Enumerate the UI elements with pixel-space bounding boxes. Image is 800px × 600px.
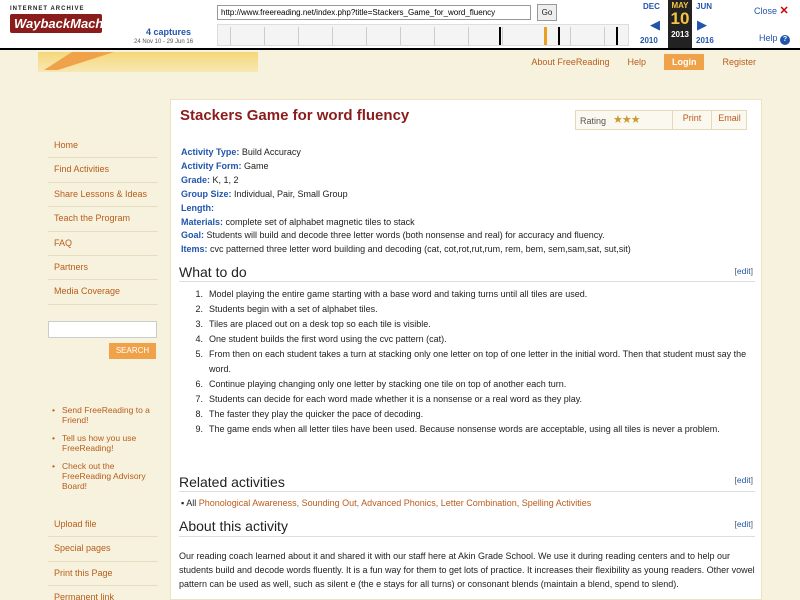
meta-key: Activity Form: bbox=[181, 160, 242, 171]
meta-key: Items: bbox=[181, 244, 208, 255]
list-item bbox=[191, 317, 751, 332]
meta-value: Build Accuracy bbox=[239, 147, 301, 157]
meta-value: cvc patterned three letter word building and decoding (cat, cot,rot,rut,rum, rem, bem, sem,sam,sat, sut,sit) bbox=[207, 244, 631, 255]
meta-row bbox=[181, 202, 741, 216]
sidebar-item-permanent-link[interactable]: Permanent link bbox=[48, 586, 158, 600]
sidebar-nav bbox=[48, 134, 158, 305]
close-icon: ✕ bbox=[779, 5, 789, 17]
bullet-icon: ▪ bbox=[181, 498, 187, 508]
meta-row bbox=[181, 229, 741, 243]
current-capture-date bbox=[668, 0, 692, 48]
current-month: MAY bbox=[671, 1, 689, 10]
meta-key: Activity Type: bbox=[181, 147, 240, 157]
list-item bbox=[191, 287, 751, 302]
wayback-timeline[interactable] bbox=[217, 24, 629, 46]
main-content bbox=[170, 99, 762, 600]
next-month[interactable]: JUN bbox=[696, 2, 713, 11]
tell-us-link[interactable] bbox=[52, 433, 152, 453]
timeline-tick bbox=[332, 27, 333, 45]
wayback-logo-top: INTERNET ARCHIVE bbox=[10, 6, 85, 12]
activity-metadata bbox=[181, 146, 741, 257]
wayback-capture-range: 24 Nov 10 - 29 Jun 16 bbox=[134, 39, 194, 45]
step-text: One student builds the first word using the cvc pattern (cat). bbox=[209, 334, 447, 344]
page-title: Stackers Game for word fluency bbox=[180, 107, 410, 124]
advisory-board-link[interactable] bbox=[52, 461, 152, 491]
meta-value: complete set of alphabet magnetic tiles to stack bbox=[223, 216, 415, 227]
bracket: ] bbox=[750, 266, 753, 276]
timeline-capture[interactable] bbox=[499, 27, 501, 45]
list-item bbox=[191, 392, 751, 407]
sidebar-item-print-page[interactable]: Print this Page bbox=[48, 562, 158, 586]
sidebar-item-special-pages[interactable]: Special pages bbox=[48, 537, 158, 561]
search-input[interactable] bbox=[48, 321, 157, 338]
steps-list bbox=[191, 287, 751, 437]
step-number: 1. bbox=[195, 289, 203, 299]
wayback-close-button[interactable] bbox=[754, 4, 789, 17]
timeline-tick bbox=[366, 27, 367, 45]
nav-register[interactable]: Register bbox=[722, 57, 756, 67]
wayback-help-button[interactable] bbox=[759, 33, 790, 45]
sidebar-item-upload-file[interactable]: Upload file bbox=[48, 513, 158, 537]
send-to-friend-label: Send FreeReading to a Friend! bbox=[62, 405, 150, 425]
meta-row bbox=[181, 160, 741, 174]
meta-value: Game bbox=[241, 160, 269, 171]
meta-key: Length: bbox=[181, 202, 214, 213]
help-label: Help bbox=[759, 33, 778, 43]
meta-row bbox=[181, 174, 741, 188]
next-capture-arrow-icon[interactable]: ▶ bbox=[697, 17, 707, 32]
step-number: 2. bbox=[195, 304, 203, 314]
timeline-tick bbox=[604, 27, 605, 45]
step-number: 4. bbox=[195, 334, 203, 344]
wayback-logo[interactable] bbox=[10, 6, 123, 42]
rating-toolbar bbox=[575, 110, 747, 130]
meta-row bbox=[181, 188, 741, 202]
wayback-logo-main: WaybackMachine bbox=[10, 14, 102, 33]
timeline-tick bbox=[230, 27, 231, 45]
edit-label: edit bbox=[736, 475, 751, 485]
meta-row bbox=[181, 146, 741, 160]
prev-month[interactable]: DEC bbox=[643, 2, 660, 11]
timeline-tick bbox=[468, 27, 469, 45]
related-all-label: All bbox=[186, 498, 197, 508]
timeline-capture-current[interactable] bbox=[544, 27, 547, 45]
current-day: 10 bbox=[670, 9, 690, 28]
close-label: Close bbox=[754, 6, 778, 16]
bracket: [ bbox=[734, 266, 737, 276]
section-divider bbox=[179, 491, 755, 492]
edit-label: edit bbox=[736, 519, 751, 529]
timeline-capture[interactable] bbox=[558, 27, 560, 45]
step-text: Model playing the entire game starting with a base word and taking turns until all tiles are used. bbox=[209, 289, 588, 299]
timeline-capture[interactable] bbox=[616, 27, 618, 45]
timeline-tick bbox=[434, 27, 435, 45]
related-activity-links[interactable]: Phonological Awareness, Sounding Out, Advanced Phonics, Letter Combination, Spelling Activities bbox=[198, 498, 592, 508]
wayback-go-button[interactable]: Go bbox=[537, 4, 557, 21]
step-text: The faster they play the quicker the pace of decoding. bbox=[209, 409, 424, 419]
step-text: Continue playing changing only one letter by stacking one tile on top of another each turn. bbox=[209, 379, 567, 389]
related-activities-heading: Related activities bbox=[179, 474, 285, 490]
meta-key: Goal: bbox=[181, 230, 205, 241]
list-item bbox=[191, 302, 751, 317]
timeline-tick bbox=[298, 27, 299, 45]
advisory-board-label: Check out the FreeReading Advisory Board! bbox=[62, 461, 146, 491]
about-activity-text: Our reading coach learned about it and shared it with our staff here at Akin Grade School. We use it during reading centers and to help our students build and decode words fluently. It is a fun way for them to get lots of practice. It increases their flexibility as young readers. Other vowel pattern can be used as well, such as silent e (the e stays for all turns) or consonant blends (maintain a blend, spend to slend). bbox=[179, 551, 755, 589]
wayback-url-input[interactable] bbox=[217, 5, 531, 20]
bracket: ] bbox=[750, 475, 753, 485]
section-divider bbox=[179, 281, 755, 282]
sidebar-item-faq[interactable]: FAQ bbox=[48, 232, 158, 256]
step-number: 6. bbox=[195, 379, 203, 389]
step-text: Tiles are placed out on a desk top so each tile is visible. bbox=[209, 319, 431, 329]
print-button[interactable]: Print bbox=[672, 110, 711, 130]
step-number: 3. bbox=[195, 319, 203, 329]
meta-key: Grade: bbox=[181, 174, 211, 185]
top-navigation bbox=[513, 54, 756, 70]
meta-value: K, 1, 2 bbox=[210, 174, 239, 185]
bullet-icon: • bbox=[52, 461, 55, 471]
nav-about[interactable]: About FreeReading bbox=[531, 57, 610, 67]
step-number: 9. bbox=[195, 424, 203, 434]
meta-row bbox=[181, 216, 741, 230]
next-year[interactable]: 2016 bbox=[696, 36, 714, 45]
about-activity-heading: About this activity bbox=[179, 518, 288, 534]
step-number: 8. bbox=[195, 409, 203, 419]
timeline-tick bbox=[264, 27, 265, 45]
meta-row bbox=[181, 243, 741, 257]
step-text: From then on each student takes a turn at stacking only one letter on top of one letter in the initial word. Then that student must say the word. bbox=[209, 349, 747, 374]
sidebar-item-home[interactable]: Home bbox=[48, 134, 158, 158]
sidebar-item-media-coverage[interactable]: Media Coverage bbox=[48, 280, 158, 304]
nav-help[interactable]: Help bbox=[627, 57, 646, 67]
timeline-tick bbox=[400, 27, 401, 45]
timeline-tick bbox=[502, 27, 503, 45]
meta-value: Students will build and decode three letter words (both nonsense and real) for accuracy and fluency. bbox=[204, 230, 605, 241]
step-text: The game ends when all letter tiles have been used. Because nonsense words are acceptable, using all tiles is never a problem. bbox=[209, 424, 720, 434]
bracket: [ bbox=[734, 519, 737, 529]
timeline-tick bbox=[570, 27, 571, 45]
wayback-month-nav bbox=[640, 0, 720, 48]
edit-label: edit bbox=[736, 266, 751, 276]
sidebar-item-teach-program[interactable]: Teach the Program bbox=[48, 207, 158, 231]
prev-year[interactable]: 2010 bbox=[640, 36, 658, 45]
what-to-do-edit-link[interactable] bbox=[735, 266, 753, 276]
related-links bbox=[181, 498, 591, 508]
list-item bbox=[191, 377, 751, 392]
search-button[interactable]: SEARCH bbox=[109, 343, 156, 359]
bullet-icon: • bbox=[52, 405, 55, 415]
sidebar-tools bbox=[48, 513, 158, 600]
tell-us-label: Tell us how you use FreeReading! bbox=[62, 433, 137, 453]
bracket: [ bbox=[734, 475, 737, 485]
list-item bbox=[191, 347, 751, 377]
rating-label: Rating bbox=[580, 116, 607, 126]
list-item bbox=[191, 422, 751, 437]
step-text: Students can decide for each word made whether it is a nonsense or a real word as they play. bbox=[209, 394, 583, 404]
current-year: 2013 bbox=[671, 30, 689, 39]
email-button[interactable]: Email bbox=[711, 110, 747, 130]
wayback-captures-link[interactable]: 4 captures bbox=[146, 27, 192, 37]
prev-capture-arrow-icon[interactable]: ◀ bbox=[650, 17, 660, 32]
step-text: Students begin with a set of alphabet tiles. bbox=[209, 304, 378, 314]
what-to-do-heading: What to do bbox=[179, 264, 247, 280]
section-divider bbox=[179, 536, 755, 537]
meta-value: Individual, Pair, Small Group bbox=[231, 188, 348, 199]
wayback-toolbar bbox=[0, 0, 800, 50]
sidebar-item-find-activities[interactable]: Find Activities bbox=[48, 158, 158, 182]
rating-stars-icon[interactable]: ★★★ bbox=[613, 114, 640, 126]
meta-key: Group Size: bbox=[181, 188, 232, 199]
list-item bbox=[191, 332, 751, 347]
help-icon: ? bbox=[780, 35, 790, 45]
bracket: ] bbox=[750, 519, 753, 529]
nav-login[interactable]: Login bbox=[664, 54, 705, 70]
meta-key: Materials: bbox=[181, 216, 224, 227]
step-number: 7. bbox=[195, 394, 203, 404]
sidebar-item-share-lessons[interactable]: Share Lessons & Ideas bbox=[48, 183, 158, 207]
bullet-icon: • bbox=[52, 433, 55, 443]
related-edit-link[interactable] bbox=[735, 475, 753, 485]
about-edit-link[interactable] bbox=[735, 519, 753, 529]
send-to-friend-link[interactable] bbox=[52, 405, 152, 425]
list-item bbox=[191, 407, 751, 422]
sidebar-promo-links bbox=[52, 405, 152, 499]
sidebar-item-partners[interactable]: Partners bbox=[48, 256, 158, 280]
step-number: 5. bbox=[195, 349, 203, 359]
